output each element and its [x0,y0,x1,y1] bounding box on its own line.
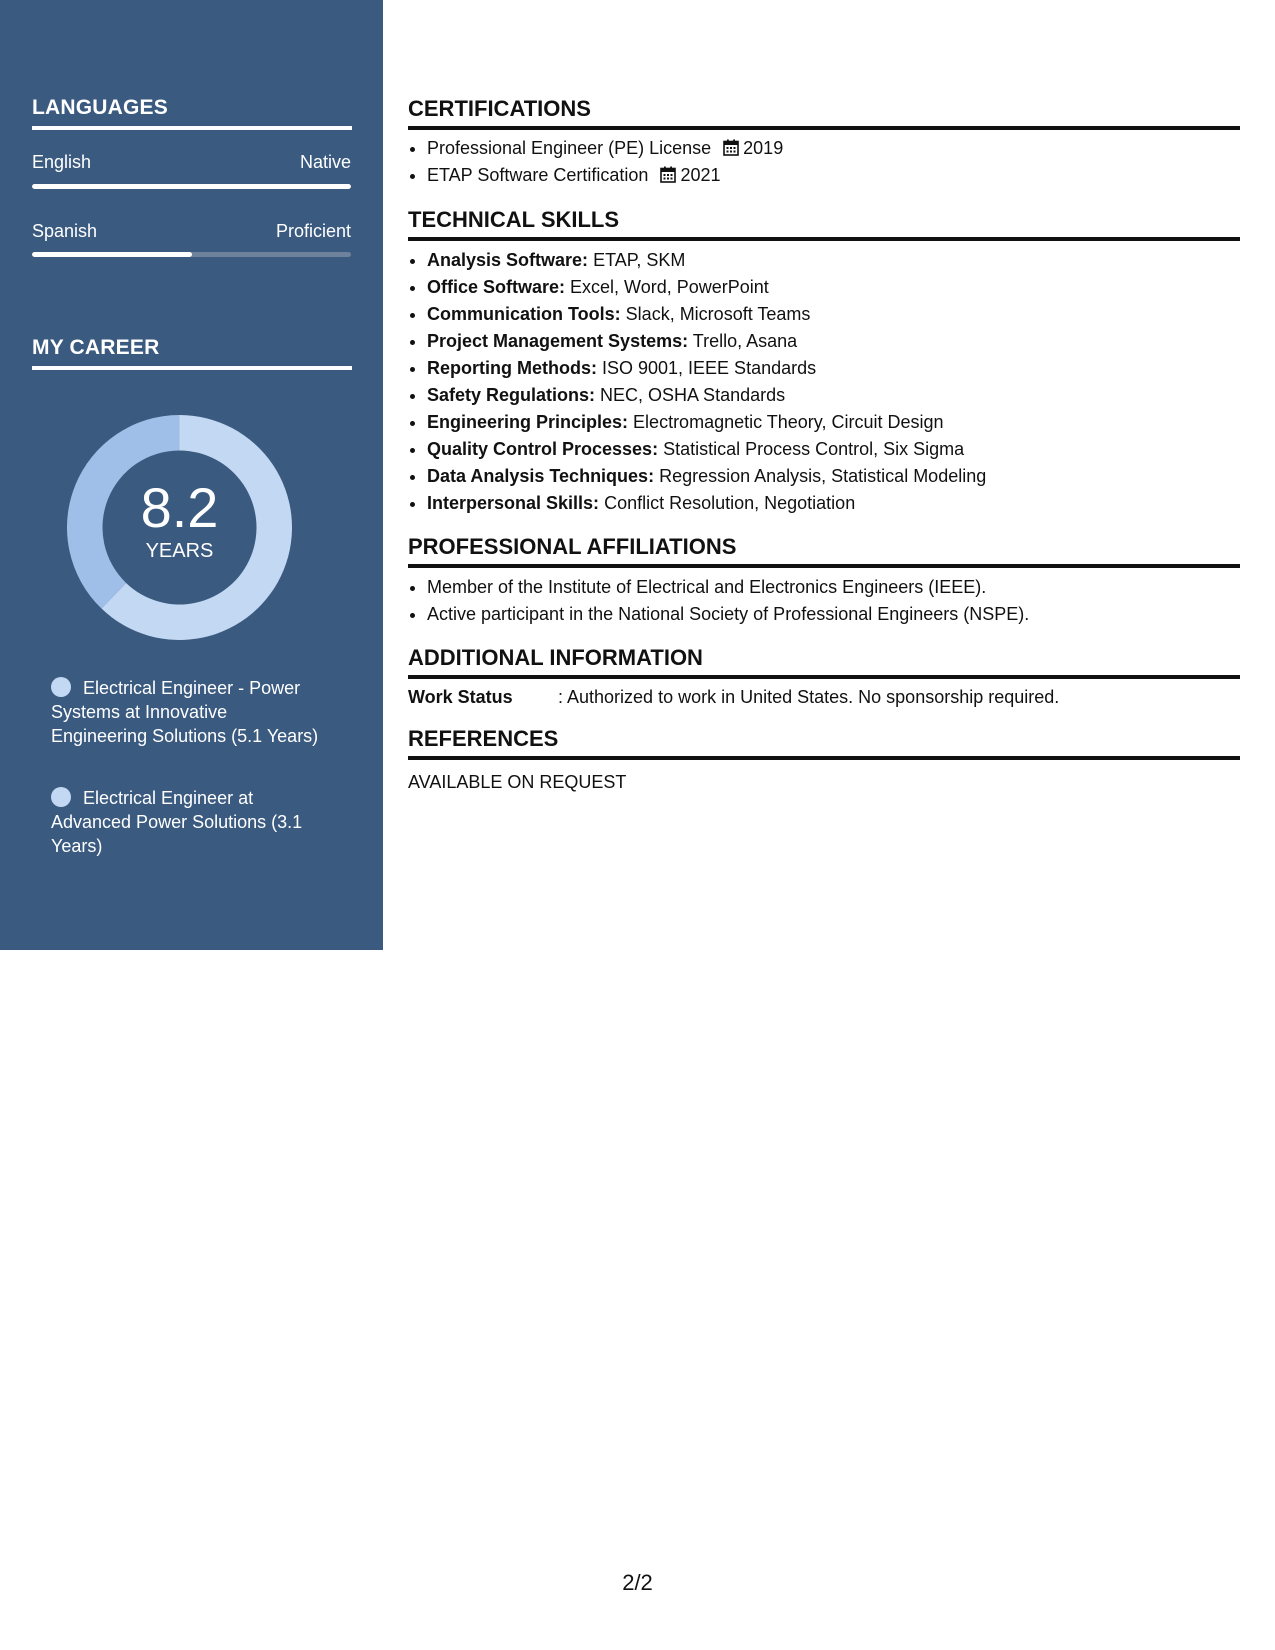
additional-info-title: ADDITIONAL INFORMATION [408,645,1240,679]
page-number: 2/2 [622,1570,653,1595]
career-title: MY CAREER [32,336,352,370]
skill-label: Safety Regulations: [427,385,596,405]
skill-item [427,355,1259,382]
career-donut-center [67,415,292,640]
skill-label: Quality Control Processes: [427,439,659,459]
languages-title: LANGUAGES [32,96,352,130]
career-item [51,786,321,858]
calendar-icon [723,139,739,156]
certification-item [427,135,1259,162]
certifications-title: CERTIFICATIONS [408,96,1240,130]
skill-label: Communication Tools: [427,304,621,324]
certification-item [427,162,1259,189]
skill-value: Slack, Microsoft Teams [620,304,811,324]
skill-value: Excel, Word, PowerPoint [565,277,769,297]
language-bar-fill [32,252,192,257]
career-dot-icon [51,787,71,807]
skill-item [427,409,1259,436]
affiliations-title: PROFESSIONAL AFFILIATIONS [408,534,1240,568]
language-row-english [32,152,351,173]
career-years-unit: YEARS [145,540,214,562]
skill-item [427,274,1259,301]
references-title: REFERENCES [408,726,1240,760]
skill-value: ETAP, SKM [588,250,686,270]
language-bar-english [32,184,351,189]
certifications-list [408,135,1259,189]
career-years-value: 8.2 [140,476,219,539]
skill-value: Statistical Process Control, Six Sigma [658,439,965,459]
calendar-icon [660,166,676,183]
career-item [51,676,321,748]
skill-value: Conflict Resolution, Negotiation [599,493,856,513]
certification-year: 2021 [680,165,721,185]
references-text: AVAILABLE ON REQUEST [408,772,627,792]
skill-item [427,490,1259,517]
skill-label: Analysis Software: [427,250,589,270]
skill-item [427,436,1259,463]
career-item-text: Electrical Engineer at Advanced Power Solutions (3.1 Years) [51,788,303,856]
skill-label: Reporting Methods: [427,358,597,378]
language-level: Native [299,152,351,172]
skill-item [427,463,1259,490]
affiliation-item: • Member of the Institute of Electrical and Electronics Engineers (IEEE). [427,574,1259,601]
skill-item [427,247,1259,274]
skill-label: Data Analysis Techniques: [427,466,655,486]
certification-year: 2019 [743,138,784,158]
career-item-text: Electrical Engineer - Power Systems at Innovative Engineering Solutions (5.1 Years) [51,678,319,746]
language-name: English [32,152,92,172]
work-status-label: Work Status [408,687,513,707]
skill-item [427,382,1259,409]
language-name: Spanish [32,221,98,241]
language-row-spanish [32,221,351,242]
affiliation-item: • Active participant in the National Society of Professional Engineers (NSPE). [427,601,1259,628]
career-dot-icon [51,677,71,697]
skill-value: Electromagnetic Theory, Circuit Design [628,412,944,432]
skill-label: Project Management Systems: [427,331,689,351]
skill-item [427,301,1259,328]
skill-label: Interpersonal Skills: [427,493,600,513]
skill-item [427,328,1259,355]
skill-value: Trello, Asana [688,331,798,351]
language-bar-fill [32,184,351,189]
language-level: Proficient [275,221,351,241]
technical-skills-title: TECHNICAL SKILLS [408,207,1240,241]
certification-name: Professional Engineer (PE) License [427,138,712,158]
language-bar-spanish [32,252,351,257]
work-status-value: : Authorized to work in United States. No sponsorship required. [558,687,1060,707]
skill-value: NEC, OSHA Standards [595,385,786,405]
sidebar [0,0,383,950]
skill-label: Office Software: [427,277,566,297]
affiliations-list [408,574,1259,628]
technical-skills-list [408,247,1259,517]
skill-label: Engineering Principles: [427,412,629,432]
skill-value: Regression Analysis, Statistical Modeling [654,466,987,486]
certification-name: ETAP Software Certification [427,165,649,185]
work-status-row [408,687,1059,708]
skill-value: ISO 9001, IEEE Standards [596,358,817,378]
